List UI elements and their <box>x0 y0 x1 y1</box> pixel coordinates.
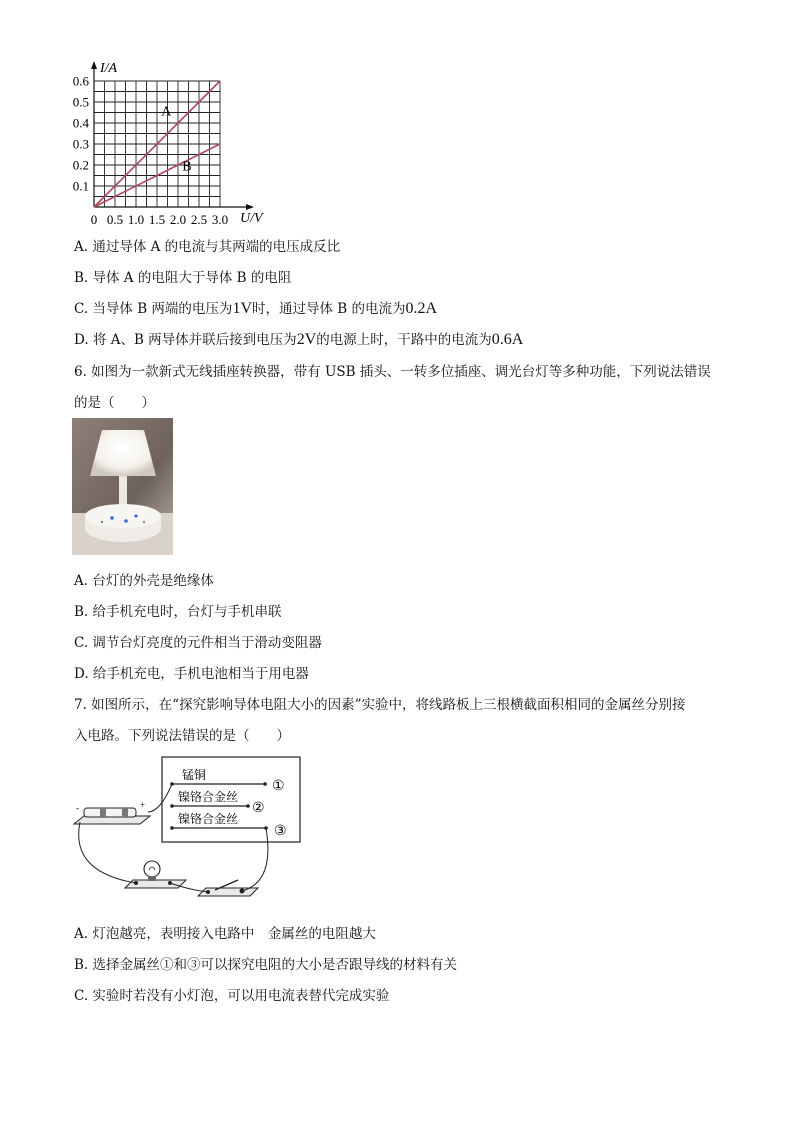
wire-1-number: ① <box>272 779 285 794</box>
q5-option-c <box>74 297 437 318</box>
series-label-b: B <box>182 159 192 175</box>
q5-option-a: A. 通过导体 A 的电流与其两端的电压成反比 <box>74 239 341 255</box>
q5-option-c-current: 0.2A <box>405 300 438 317</box>
light-bulb <box>125 861 186 888</box>
q6-stem-line1: 6. 如图为一款新式无线插座转换器，带有 USB 插头、一转多位插座、调光台灯等多种功能，下列说法错误 <box>74 364 711 380</box>
y-tick-label: 0.5 <box>72 94 89 110</box>
q5-option-d-text1: D. 将 A、B 两导体并联后接到电压为 <box>74 332 297 348</box>
q5-option-d-current: 0.6A <box>491 331 524 348</box>
x-tick-label: 2.0 <box>169 212 187 227</box>
wire-2-label: 镍铬合金丝 <box>178 790 239 804</box>
lamp-photo <box>72 418 173 555</box>
x-tick-label: 1.0 <box>127 212 145 227</box>
q7-option-a: A. 灯泡越亮，表明接入电路中 金属丝的电阻越大 <box>74 926 376 942</box>
svg-text:+: + <box>140 800 146 810</box>
q7-option-c: C. 实验时若没有小灯泡，可以用电流表替代完成实验 <box>74 988 390 1004</box>
x-tick-label: 1.5 <box>148 212 166 227</box>
y-tick-label: 0.1 <box>72 178 89 194</box>
q5-option-c-voltage: 1V <box>232 300 252 317</box>
x-tick-label: 0.5 <box>106 212 124 227</box>
circuit-diagram <box>70 752 310 902</box>
battery <box>74 800 150 824</box>
series-label-a: A <box>161 104 172 120</box>
q6-option-b: B. 给手机充电时，台灯与手机串联 <box>74 604 282 620</box>
y-tick-label: 0.4 <box>72 115 89 131</box>
q7-stem-line1: 7. 如图所示，在“探究影响导体电阻大小的因素”实验中，将线路板上三根横截面积相同的金属丝分别接 <box>74 697 686 713</box>
x-tick-label: 0 <box>90 212 98 227</box>
q5-option-c-text2: 时，通过导体 B 的电流为 <box>252 301 406 317</box>
wire-3-label: 镍铬合金丝 <box>178 812 239 826</box>
q6-option-a: A. 台灯的外壳是绝缘体 <box>74 573 214 589</box>
q6-option-d: D. 给手机充电，手机电池相当于用电器 <box>74 666 309 682</box>
svg-text:-: - <box>76 803 79 813</box>
wire-3-number: ③ <box>274 824 287 839</box>
x-tick-label: 2.5 <box>190 212 208 227</box>
y-tick-label: 0.6 <box>72 73 89 89</box>
q6-option-c: C. 调节台灯亮度的元件相当于滑动变阻器 <box>74 635 322 651</box>
x-axis-label: U/V <box>240 211 263 226</box>
q7-option-b: B. 选择金属丝①和③可以探究电阻的大小是否跟导线的材料有关 <box>74 957 458 973</box>
q6-stem-line2: 的是（ ） <box>74 395 155 411</box>
q5-option-d-voltage: 2V <box>296 331 317 348</box>
iu-graph <box>60 55 290 230</box>
q5-option-c-text1: C. 当导体 B 两端的电压为 <box>74 301 233 317</box>
x-tick-label: 3.0 <box>211 212 229 227</box>
q5-option-d-text2: 的电源上时，干路中的电流为 <box>316 332 492 348</box>
y-axis-label: I/A <box>100 61 118 76</box>
q7-stem-line2: 入电路。下列说法错误的是（ ） <box>74 728 290 744</box>
q5-option-b: B. 导体 A 的电阻大于导体 B 的电阻 <box>74 270 292 286</box>
wire-2-number: ② <box>252 801 265 816</box>
y-tick-label: 0.3 <box>72 136 89 152</box>
y-tick-label: 0.2 <box>72 157 89 173</box>
wire-1-label: 锰铜 <box>182 768 207 782</box>
q5-option-d <box>74 328 523 349</box>
